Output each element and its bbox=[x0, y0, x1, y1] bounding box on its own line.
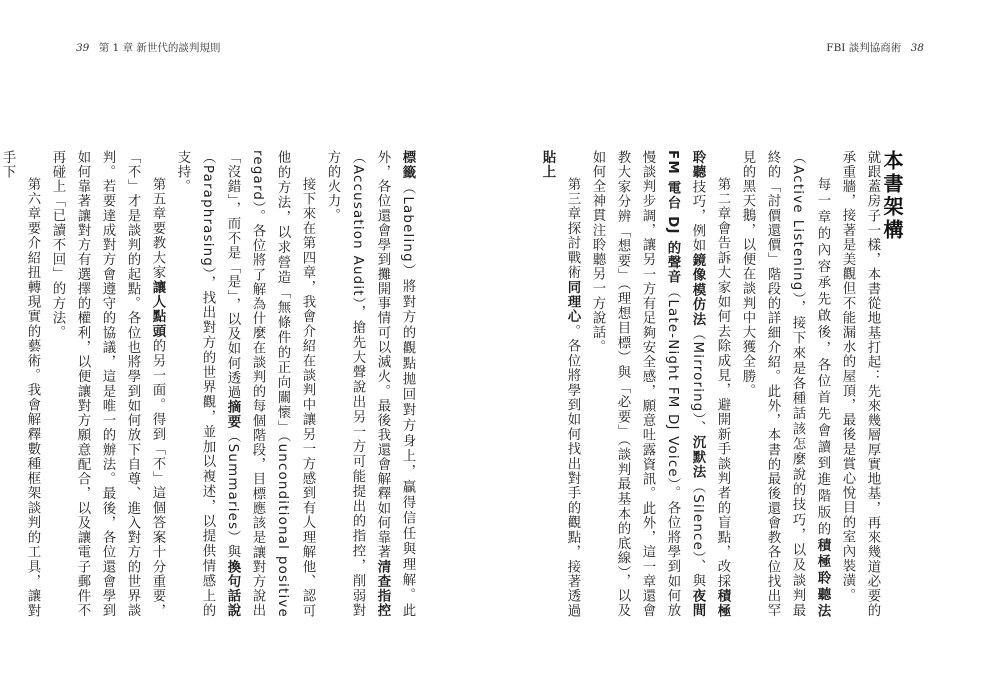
text-run: 第三章探討戰術 bbox=[565, 176, 580, 280]
paragraph bbox=[170, 150, 320, 618]
right-page-number: 38 bbox=[910, 42, 924, 54]
text-run: （Silence）、與 bbox=[690, 479, 705, 589]
bold-term: 清查指控 bbox=[375, 559, 390, 618]
paragraph bbox=[835, 150, 885, 618]
right-page-header bbox=[826, 40, 930, 55]
bold-term: 貼上 bbox=[540, 150, 555, 180]
bold-term: 讓人點頭 bbox=[150, 279, 165, 339]
text-run: （Paraphrasing），找出對方的世界觀，並加以複述，以提供情感上的支持。 bbox=[175, 150, 215, 618]
left-page-body bbox=[0, 150, 420, 619]
right-running-title: FBI 談判協商術 bbox=[826, 42, 902, 54]
paragraph bbox=[45, 150, 170, 618]
paragraph bbox=[0, 150, 45, 618]
text-run: 。各位將學到如何找出對手的觀點，接著透過 bbox=[565, 323, 580, 619]
paragraph bbox=[320, 150, 420, 618]
text-run: 就跟蓋房子一樣，本書從地基打起：先來幾層厚實地基，再來幾道必要的承重牆，接著是美觀但不能漏水的屋頂，最後是賞心悅目的室內裝潢。 bbox=[840, 150, 880, 618]
bold-term: 鏡像模仿法 bbox=[690, 253, 705, 327]
text-run: 第六章要介紹扭轉現實的藝術。我會解釋數種框架談判的工具，讓對手下 bbox=[0, 150, 40, 618]
text-run: （Summaries）與 bbox=[225, 429, 240, 560]
bold-term: 積極聆聽 bbox=[690, 150, 730, 618]
text-run: （Labeling）將對方的觀點拋回對方身上，贏得信任與理解。此外，各位還會學到攤開事情可以滅火。最後我還會解釋如何靠著 bbox=[375, 150, 415, 618]
bold-term: 摘要 bbox=[225, 399, 240, 430]
paragraph bbox=[585, 150, 735, 618]
section-heading: 本書架構 bbox=[880, 150, 904, 242]
text-run: 第二章會告訴大家如何去除成見，避開新手談判者的盲點，改採 bbox=[715, 176, 730, 589]
text-run: 第五章要教大家 bbox=[150, 176, 165, 280]
text-run: 接下來在第四章，我會介紹在談判中讓另一方感到有人理解他、認可他的方法，以求營造「無條件的正向關懷」（unconditional positive regard）。各位將了解為什麼在談判的每個階段，目標應該是讓對方說出「沒錯」，而不是「是」，以及如何透過 bbox=[225, 150, 315, 618]
left-page-number: 39 bbox=[76, 42, 90, 54]
paragraph bbox=[735, 150, 835, 618]
bold-term: 換句話說 bbox=[225, 559, 240, 618]
left-page-header bbox=[70, 40, 220, 55]
text-run: 技巧，例如 bbox=[690, 179, 705, 254]
text-run: （Late-Night FM DJ Voice）。各位將學到如何放慢談判步調，讓另一方有足夠安全感，願意吐露資訊。此外，這一章還會教大家分辨「想要」（理想目標）與「必要」（談判最基本的底線），以及如何全神貫注聆聽另一方說話。 bbox=[590, 150, 680, 618]
bold-term: 沉默法 bbox=[690, 435, 705, 480]
text-run: 每一章的內容承先啟後，各位首先會讀到進階版的 bbox=[815, 176, 830, 538]
text-run: 的另一面。得到「不」這個答案十分重要，「不」才是談判的起點。各位也將學到如何放下自尊、進入對方的世界談判。若要達成對方會遵守的協議，這是唯一的辦法。最後，各位還會學到如何靠著讓對方有選擇的權利，以便讓對方願意配合，以及讓電子郵件不再碰上「已讀不回」的方法。 bbox=[50, 150, 165, 619]
bold-term: 同理心 bbox=[565, 279, 580, 324]
left-running-title: 第 1 章 新世代的談判規則 bbox=[98, 42, 221, 54]
right-page-body bbox=[540, 150, 885, 619]
text-run: （Accusation Audit），搶先大聲說出另一方可能提出的指控，削弱對方的火力。 bbox=[325, 150, 365, 618]
text-run: （Mirroring）、 bbox=[690, 326, 705, 436]
bold-term: 積極聆聽法 bbox=[815, 537, 830, 618]
paragraph bbox=[535, 150, 585, 618]
text-run: （Active Listening），接下來是各種話該怎麼說的技巧，以及談判最終的「討價還價」階段的詳細介紹。此外，本書的最後還會教各位找出罕見的黑天鵝，以便在談判中大獲全勝。 bbox=[740, 150, 805, 618]
bold-term: 夜間 FM 電台 DJ 的聲音 bbox=[665, 150, 705, 619]
bold-term: 標籤 bbox=[400, 150, 415, 181]
